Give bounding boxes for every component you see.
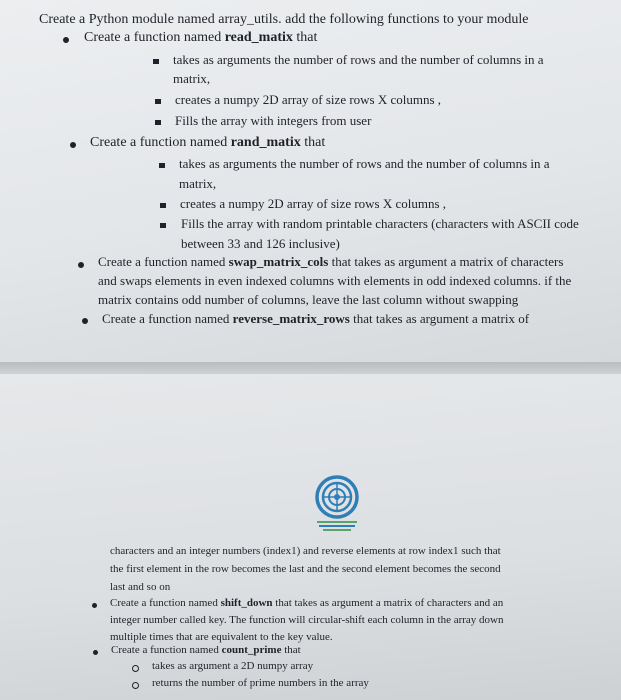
swap-matrix-cols-line: matrix contains odd number of columns, leave the last column without swapping (98, 292, 519, 307)
page-divider (0, 362, 621, 374)
bullet-square (159, 163, 165, 168)
bullet-square (160, 223, 166, 228)
bullet-square (155, 99, 161, 104)
bullet-dot (70, 142, 76, 148)
university-logo (306, 473, 368, 535)
shift-down-heading: Create a function named shift_down that takes as argument a matrix of characters and an (110, 597, 504, 609)
rand-matix-point: Fills the array with random printable characters (characters with ASCII code (181, 216, 579, 231)
bullet-circle (132, 682, 139, 689)
bullet-circle (132, 665, 139, 672)
bullet-square (153, 59, 159, 64)
read-matix-point: Fills the array with integers from user (175, 113, 372, 128)
rand-matix-point: creates a numpy 2D array of size rows X columns , (180, 196, 447, 211)
reverse-matrix-rows-heading: Create a function named reverse_matrix_rows that takes as argument a matrix of (102, 311, 530, 326)
continuation-line: characters and an integer numbers (index1) and reverse elements at row index1 such that (110, 545, 501, 557)
read-matix-point: takes as arguments the number of rows and the number of columns in a (173, 52, 544, 67)
bullet-square (160, 203, 166, 208)
read-matix-point: matrix, (173, 71, 211, 86)
rand-matix-heading: Create a function named rand_matix that (90, 135, 326, 150)
continuation-line: last and so on (110, 581, 171, 593)
bullet-dot (63, 37, 69, 43)
rand-matix-point: between 33 and 126 inclusive) (181, 236, 340, 251)
bullet-dot (78, 262, 84, 268)
read-matix-point: creates a numpy 2D array of size rows X columns , (175, 92, 442, 107)
shift-down-line: integer number called key. The function will circular-shift each column in the array down (110, 614, 504, 626)
intro-line: Create a Python module named array_utils. add the following functions to your module (39, 12, 529, 27)
rand-matix-point: matrix, (179, 176, 217, 191)
swap-matrix-cols-heading: Create a function named swap_matrix_cols that takes as argument a matrix of characters (98, 254, 564, 269)
bullet-dot (82, 318, 88, 324)
count-prime-point: returns the number of prime numbers in the array (152, 677, 369, 689)
rand-matix-point: takes as arguments the number of rows and the number of columns in a (179, 156, 550, 171)
read-matix-heading: Create a function named read_matix that (84, 30, 318, 45)
shift-down-line: multiple times that are equivalent to the key value. (110, 631, 333, 643)
bullet-square (155, 120, 161, 125)
bullet-dot (92, 603, 97, 608)
count-prime-heading: Create a function named count_prime that (111, 644, 301, 656)
bullet-dot (93, 650, 98, 655)
count-prime-point: takes as argument a 2D numpy array (152, 660, 314, 672)
continuation-line: the first element in the row becomes the last and the second element becomes the second (110, 563, 501, 575)
swap-matrix-cols-line: and swaps elements in even indexed columns with elements in odd indexed columns. if the (98, 273, 572, 288)
